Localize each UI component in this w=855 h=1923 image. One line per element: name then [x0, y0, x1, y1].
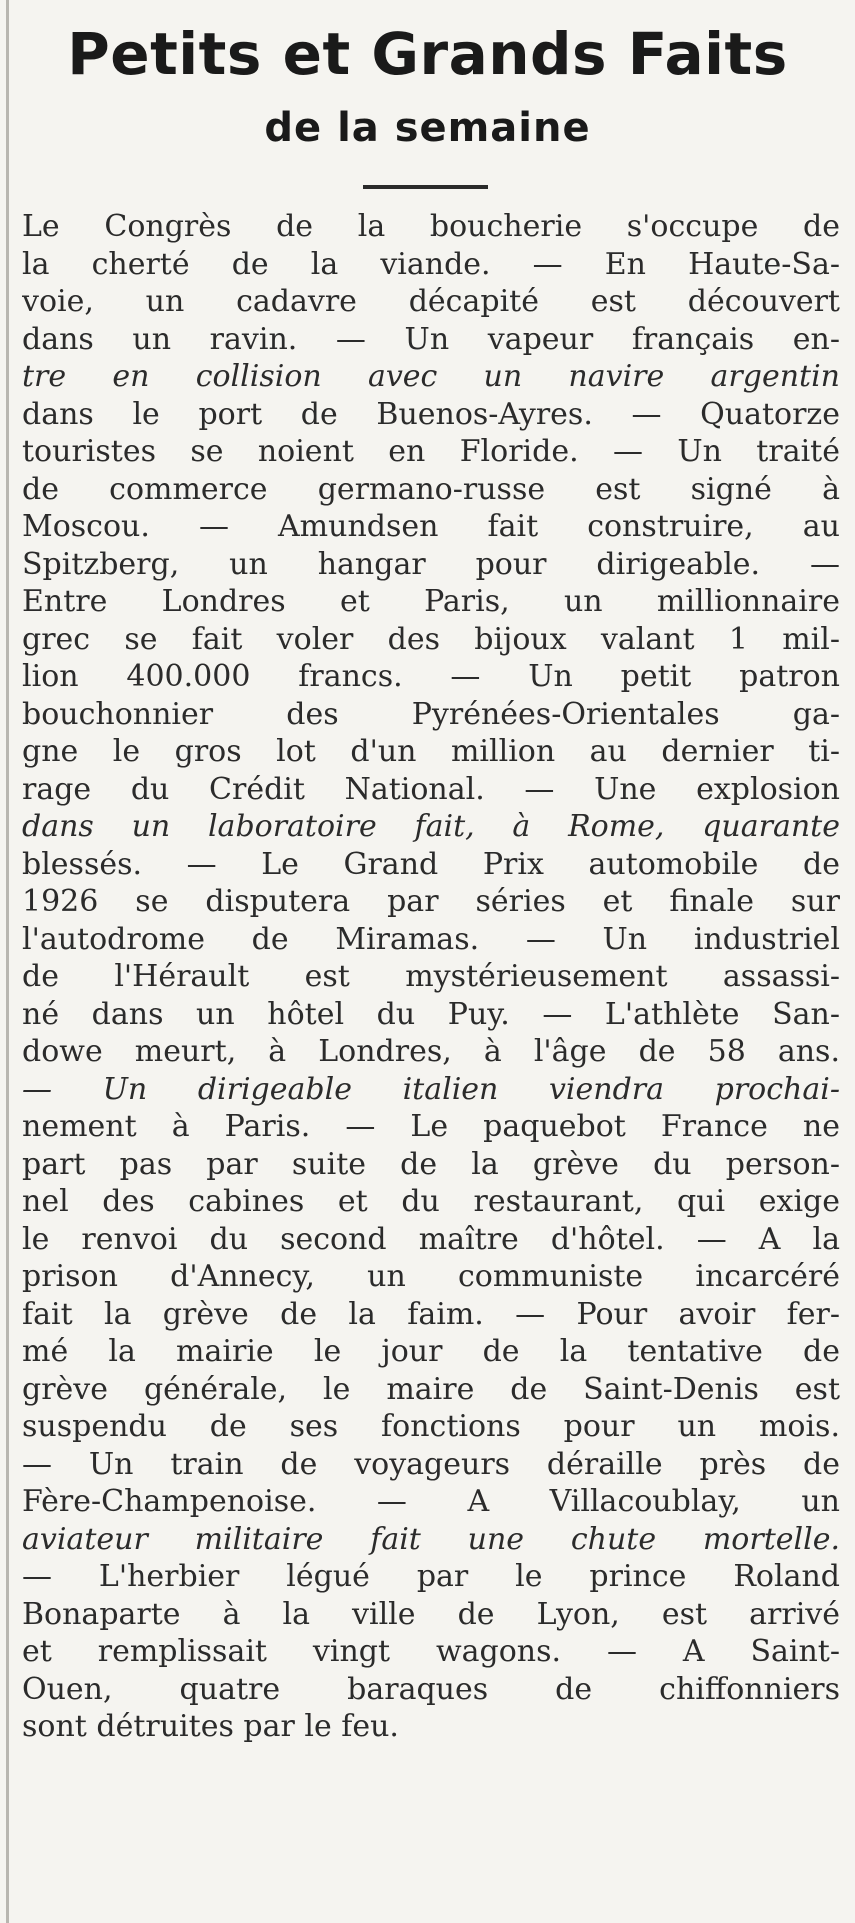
body-line: rage du Crédit National. — Une explosion [22, 771, 840, 807]
body-line: touristes se noient en Floride. — Un traité [22, 434, 840, 469]
body-line: dans le port de Buenos-Ayres. — Quatorze [22, 396, 840, 432]
body-line: nement à Paris. — Le paquebot France ne [22, 1109, 840, 1144]
body-line: lion 400.000 francs. — Un petit patron [22, 659, 840, 694]
body-line: grec se fait voler des bijoux valant 1 mil- [22, 621, 840, 657]
body-line: prison d'Annecy, un communiste incarcéré [22, 1259, 840, 1294]
body-line: nel des cabines et du restaurant, qui exige [22, 1184, 840, 1219]
body-line: et remplissait vingt wagons. — A Saint- [22, 1634, 840, 1669]
body-line: — L'herbier légué par le prince Roland [22, 1559, 840, 1594]
body-line: Bonaparte à la ville de Lyon, est arrivé [22, 1596, 840, 1632]
body-line: — Un dirigeable italien viendra prochai- [22, 1071, 840, 1107]
body-line: 1926 se disputera par séries et finale sur [22, 884, 840, 919]
body-line: Le Congrès de la boucherie s'occupe de [22, 209, 840, 244]
body-line: gne le gros lot d'un million au dernier ti- [22, 734, 840, 769]
body-line: bouchonnier des Pyrénées-Orientales ga- [22, 696, 840, 732]
body-line: né dans un hôtel du Puy. — L'athlète San- [22, 996, 840, 1032]
body-line: suspendu de ses fonctions pour un mois. [22, 1409, 840, 1444]
body-line: aviateur militaire fait une chute mortelle. [22, 1521, 840, 1557]
body-line: mé la mairie le jour de la tentative de [22, 1334, 840, 1369]
body-line: dans un ravin. — Un vapeur français en- [22, 321, 840, 357]
body-line: la cherté de la viande. — En Haute-Sa- [22, 246, 840, 282]
body-line: grève générale, le maire de Saint-Denis est [22, 1371, 840, 1407]
body-line: dans un laboratoire fait, à Rome, quarante [22, 809, 840, 844]
body-line: blessés. — Le Grand Prix automobile de [22, 846, 840, 882]
body-line: Fère-Champenoise. — A Villacoublay, un [22, 1484, 840, 1519]
body-line: fait la grève de la faim. — Pour avoir fer- [22, 1296, 840, 1332]
body-line: le renvoi du second maître d'hôtel. — A la [22, 1221, 840, 1257]
column-rule [6, 0, 9, 1923]
body-line: Ouen, quatre baraques de chiffonniers [22, 1671, 840, 1707]
body-line: Entre Londres et Paris, un millionnaire [22, 584, 840, 619]
title-divider [363, 185, 488, 189]
body-line: Spitzberg, un hangar pour dirigeable. — [22, 546, 840, 582]
body-line: l'autodrome de Miramas. — Un industriel [22, 921, 840, 957]
body-line: sont détruites par le feu. [22, 1709, 399, 1744]
article-body [22, 208, 840, 1746]
article-subtitle: de la semaine [264, 105, 591, 151]
body-line: de l'Hérault est mystérieusement assassi- [22, 959, 840, 994]
body-line: — Un train de voyageurs déraille près de [22, 1446, 840, 1482]
body-line: part pas par suite de la grève du person- [22, 1146, 840, 1182]
body-line: de commerce germano-russe est signé à [22, 471, 840, 507]
body-line: Moscou. — Amundsen fait construire, au [22, 509, 840, 544]
article-title: Petits et Grands Faits [67, 20, 788, 88]
body-line: tre en collision avec un navire argentin [22, 359, 840, 394]
body-line: voie, un cadavre décapité est découvert [22, 284, 840, 319]
body-line: dowe meurt, à Londres, à l'âge de 58 ans. [22, 1034, 840, 1069]
